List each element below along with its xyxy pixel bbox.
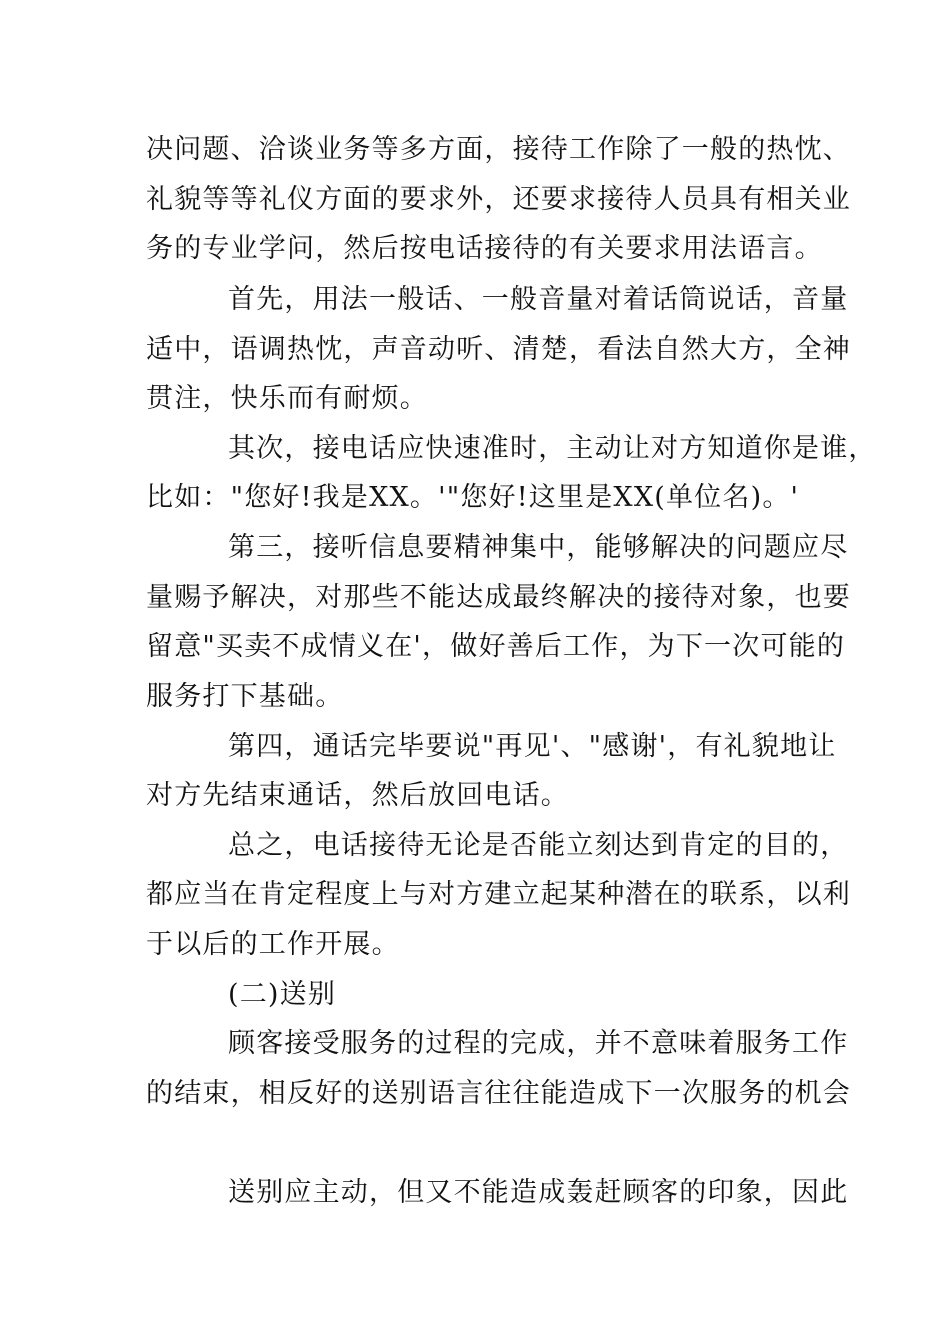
text-line: 适中，语调热忱，声音动听、清楚，看法自然大方，全神 <box>146 334 851 365</box>
text-line: 第三，接听信息要精神集中，能够解决的问题应尽 <box>228 532 849 563</box>
text-line: 留意"买卖不成情义在'，做好善后工作，为下一次可能的 <box>146 631 846 662</box>
text-line: 务的专业学问，然后按电话接待的有关要求用法语言。 <box>146 233 823 264</box>
text-line: 首先，用法一般话、一般音量对着话筒说话，音量 <box>228 284 849 315</box>
text-line: 贯注，快乐而有耐烦。 <box>146 383 428 414</box>
text-line: 送别应主动，但又不能造成轰赶顾客的印象，因此 <box>228 1177 849 1208</box>
text-line: 礼貌等等礼仪方面的要求外，还要求接待人员具有相关业 <box>146 184 851 215</box>
text-line: 的结束，相反好的送别语言往往能造成下一次服务的机会 <box>146 1078 851 1109</box>
text-line: 顾客接受服务的过程的完成，并不意味着服务工作 <box>228 1028 849 1059</box>
text-line: 服务打下基础。 <box>146 681 344 712</box>
text-line: 都应当在肯定程度上与对方建立起某种潜在的联系，以利 <box>146 879 851 910</box>
text-line: 其次，接电话应快速准时，主动让对方知道你是谁， <box>228 433 877 464</box>
section-heading: (二)送别 <box>228 979 337 1010</box>
text-line: 决问题、洽谈业务等多方面，接待工作除了一般的热忱、 <box>146 134 851 165</box>
text-line: 第四，通话完毕要说"再见'、"感谢'，有礼貌地让 <box>228 731 837 762</box>
text-line: 比如："您好!我是XX。'"您好!这里是XX(单位名)。' <box>146 482 800 513</box>
text-line: 总之，电话接待无论是否能立刻达到肯定的目的， <box>228 830 849 861</box>
text-line: 量赐予解决，对那些不能达成最终解决的接待对象，也要 <box>146 582 851 613</box>
text-line: 对方先结束通话，然后放回电话。 <box>146 780 569 811</box>
text-line: 于以后的工作开展。 <box>146 929 400 960</box>
